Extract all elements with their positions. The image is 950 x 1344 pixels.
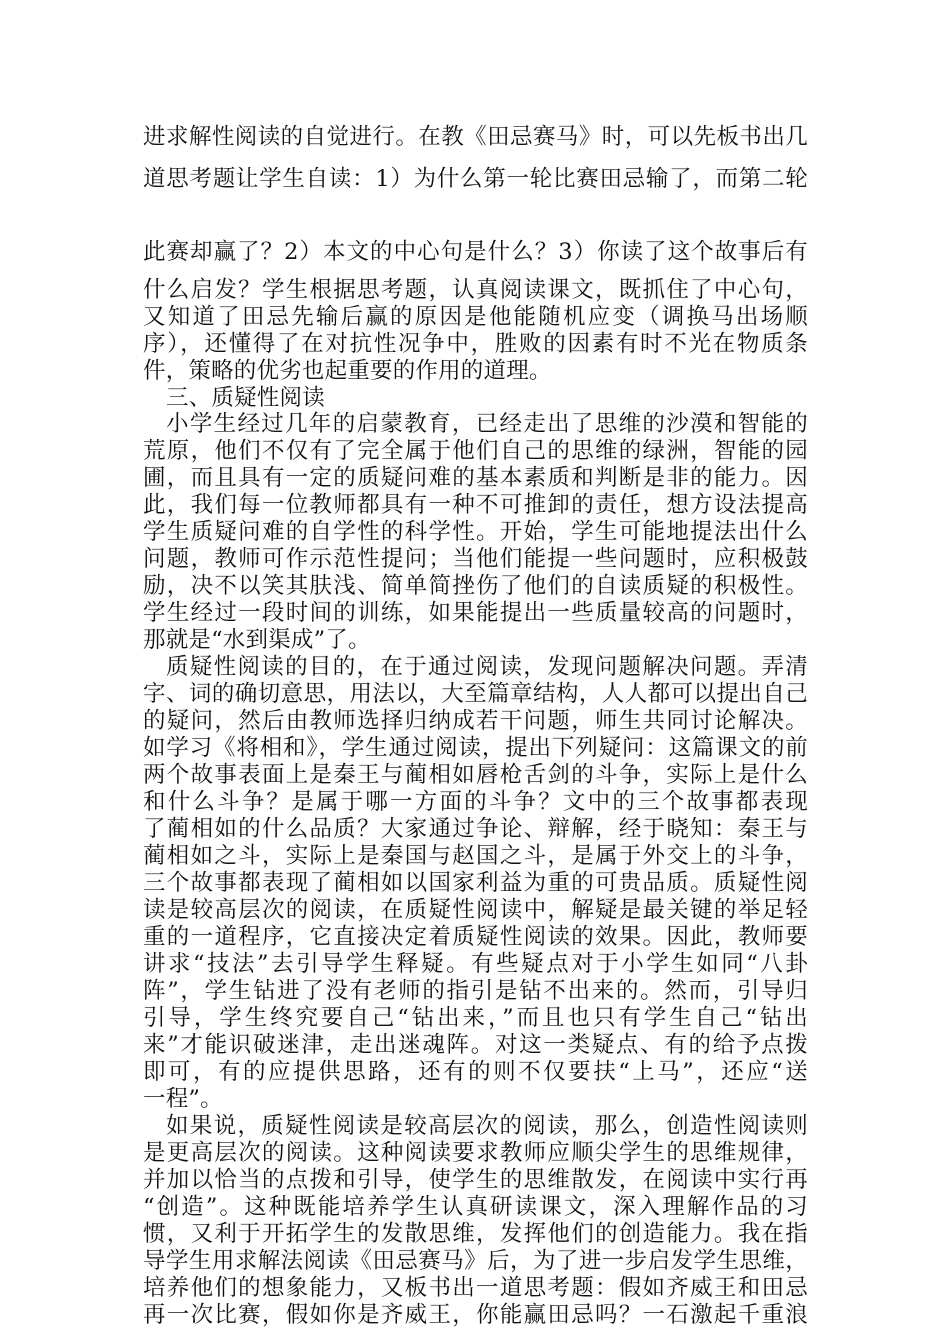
text-line: 荒原，他们不仅有了完全属于他们自己的思维的绿洲，智能的园	[143, 438, 808, 464]
text-line: 导学生用求解法阅读《田忌赛马》后，为了进一步启发学生思维，	[143, 1248, 808, 1274]
text-line: 字、词的确切意思，用法以，大至篇章结构，人人都可以提出自己	[143, 681, 808, 707]
text-line: 是更高层次的阅读。这种阅读要求教师应顺尖学生的思维规律，	[143, 1140, 808, 1166]
text-line: 如果说，质疑性阅读是较高层次的阅读，那么，创造性阅读则	[166, 1113, 808, 1139]
text-line: 蔺相如之斗，实际上是秦国与赵国之斗，是属于外交上的斗争，	[143, 843, 808, 869]
text-line: 一程”。	[143, 1086, 223, 1112]
text-line: 了蔺相如的什么品质？大家通过争论、辩解，经于晓知：秦王与	[143, 816, 808, 842]
text-line: 此，我们每一位教师都具有一种不可推卸的责任，想方设法提高	[143, 492, 808, 518]
text-line: 此赛却赢了？2）本文的中心句是什么？3）你读了这个故事后有	[143, 239, 808, 265]
text-line: 来”才能识破迷津，走出迷魂阵。对这一类疑点、有的给予点拨	[143, 1032, 808, 1058]
text-line: 件，策略的优劣也起重要的作用的道理。	[143, 358, 552, 384]
text-line: 学生质疑问难的自学性的科学性。开始，学生可能地提法出什么	[143, 519, 808, 545]
text-line: 又知道了田忌先输后赢的原因是他能随机应变（调换马出场顺	[143, 304, 808, 330]
text-line: 的疑问，然后由教师选择归纳成若干问题，师生共同讨论解决。	[143, 708, 808, 734]
text-line: 道思考题让学生自读：1）为什么第一轮比赛田忌输了，而第二轮	[143, 166, 808, 192]
text-line: 序），还懂得了在对抗性况争中，胜败的因素有时不光在物质条	[143, 331, 808, 357]
text-line: 两个故事表面上是秦王与蔺相如唇枪舌剑的斗争，实际上是什么	[143, 762, 808, 788]
text-line: 什么启发？学生根据思考题，认真阅读课文，既抓住了中心句，	[143, 277, 808, 303]
text-line: 问题，教师可作示范性提问；当他们能提一些问题时，应积极鼓	[143, 546, 808, 572]
text-line: 和什么斗争？是属于哪一方面的斗争？文中的三个故事都表现	[143, 789, 808, 815]
text-line: 重的一道程序，它直接决定着质疑性阅读的效果。因此，教师要	[143, 924, 808, 950]
text-line: 三个故事都表现了蔺相如以国家利益为重的可贵品质。质疑性阅	[143, 870, 808, 896]
text-line: 讲求“技法”去引导学生释疑。有些疑点对于小学生如同“八卦	[143, 951, 808, 977]
text-line: 引导，学生终究要自己“钻出来，”而且也只有学生自己“钻出	[143, 1005, 808, 1031]
text-line: 培养他们的想象能力，又板书出一道思考题：假如齐威王和田忌	[143, 1275, 808, 1301]
text-line: 质疑性阅读的目的，在于通过阅读，发现问题解决问题。弄清	[166, 654, 808, 680]
text-line: 励，决不以笑其肤浅、简单简挫伤了他们的自读质疑的积极性。	[143, 573, 808, 599]
text-line: 读是较高层次的阅读，在质疑性阅读中，解疑是最关键的举足轻	[143, 897, 808, 923]
text-line: 并加以恰当的点拨和引导，使学生的思维散发，在阅读中实行再	[143, 1167, 808, 1193]
text-line: “创造”。这种既能培养学生认真研读课文，深入理解作品的习	[143, 1194, 808, 1220]
text-line: 阵”，学生钻进了没有老师的指引是钻不出来的。然而，引导归	[143, 978, 808, 1004]
text-line: 如学习《将相和》，学生通过阅读，提出下列疑问：这篇课文的前	[143, 735, 808, 761]
text-line: 学生经过一段时间的训练，如果能提出一些质量较高的问题时，	[143, 600, 808, 626]
text-line: 小学生经过几年的启蒙教育，已经走出了思维的沙漠和智能的	[166, 411, 808, 437]
text-line: 惯，又利于开拓学生的发散思维，发挥他们的创造能力。我在指	[143, 1221, 808, 1247]
text-line: 三、质疑性阅读	[166, 385, 325, 411]
text-line: 那就是“水到渠成”了。	[143, 627, 371, 653]
text-line: 进求解性阅读的自觉进行。在教《田忌赛马》时，可以先板书出几	[143, 124, 808, 150]
text-line: 再一次比赛，假如你是齐威王，你能赢田忌吗？一石激起千重浪	[143, 1302, 808, 1328]
text-line: 即可，有的应提供思路，还有的则不仅要扶“上马”，还应“送	[143, 1059, 808, 1085]
text-line: 圃，而且具有一定的质疑问难的基本素质和判断是非的能力。因	[143, 465, 808, 491]
